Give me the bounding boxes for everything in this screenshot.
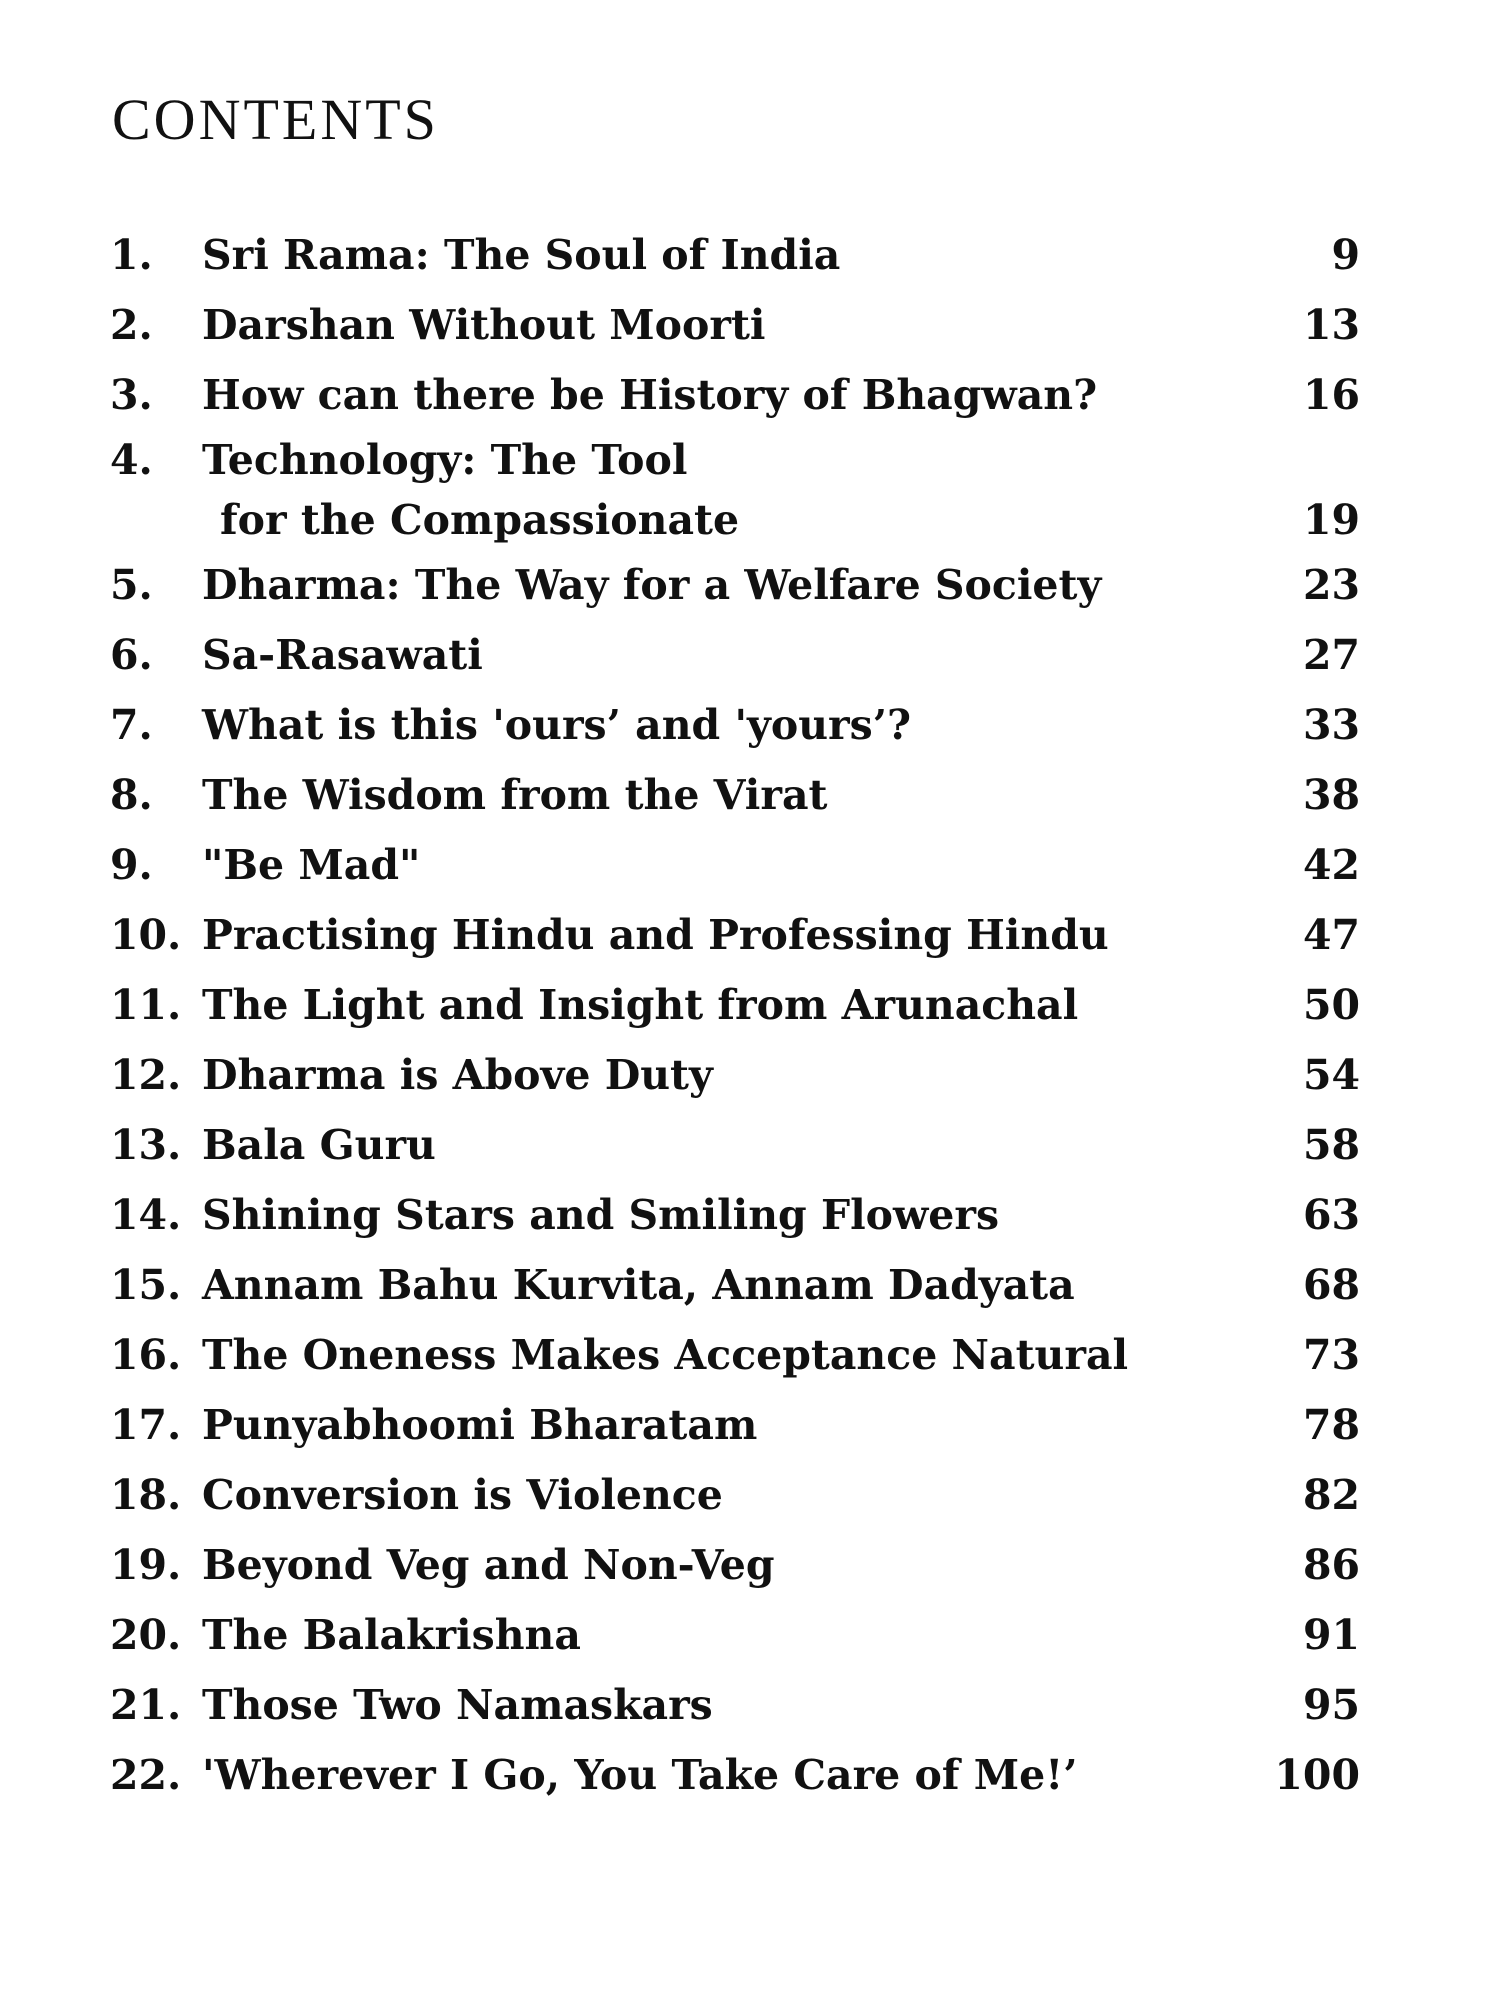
chapter-number: 1. (110, 231, 153, 279)
chapter-title: Beyond Veg and Non-Veg (202, 1541, 775, 1589)
toc-entry (110, 970, 1360, 1040)
chapter-number: 13. (110, 1121, 182, 1169)
chapter-page-number: 68 (1302, 1261, 1360, 1309)
toc-entry (110, 620, 1360, 690)
chapter-number: 11. (110, 981, 182, 1029)
chapter-title: Punyabhoomi Bharatam (202, 1401, 758, 1449)
chapter-number: 2. (110, 301, 153, 349)
toc-entry (110, 430, 1360, 550)
chapter-number: 7. (110, 701, 153, 749)
chapter-page-number: 91 (1302, 1611, 1360, 1659)
toc-entry (110, 290, 1360, 360)
chapter-page-number: 47 (1302, 911, 1360, 959)
chapter-page-number: 95 (1302, 1681, 1360, 1729)
chapter-title: 'Wherever I Go, You Take Care of Me!’ (202, 1751, 1078, 1799)
chapter-title: Dharma is Above Duty (202, 1051, 713, 1099)
chapter-title: Sa-Rasawati (202, 631, 483, 679)
toc-entry (110, 1460, 1360, 1530)
chapter-title: Conversion is Violence (202, 1471, 723, 1519)
chapter-title: Practising Hindu and Professing Hindu (202, 911, 1109, 959)
toc-entry (110, 1390, 1360, 1460)
chapter-page-number: 58 (1302, 1121, 1360, 1169)
chapter-page-number: 50 (1302, 981, 1360, 1029)
chapter-page-number: 16 (1302, 371, 1360, 419)
chapter-number: 4. (110, 436, 153, 484)
chapter-title: Darshan Without Moorti (202, 301, 766, 349)
chapter-number: 6. (110, 631, 153, 679)
chapter-page-number: 27 (1302, 631, 1360, 679)
chapter-page-number: 54 (1302, 1051, 1360, 1099)
toc-entry (110, 1530, 1360, 1600)
chapter-page-number: 33 (1302, 701, 1360, 749)
toc-entry (110, 1320, 1360, 1390)
chapter-page-number: 19 (1302, 496, 1360, 544)
chapter-number: 18. (110, 1471, 182, 1519)
chapter-page-number: 42 (1302, 841, 1360, 889)
chapter-title: Sri Rama: The Soul of India (202, 231, 841, 279)
toc-entry (110, 900, 1360, 970)
chapter-number: 16. (110, 1331, 182, 1379)
chapter-number: 19. (110, 1541, 182, 1589)
toc-entry (110, 690, 1360, 760)
toc-entry (110, 1670, 1360, 1740)
chapter-title: Those Two Namaskars (202, 1681, 713, 1729)
chapter-number: 10. (110, 911, 182, 959)
chapter-title (202, 430, 1250, 550)
chapter-number: 12. (110, 1051, 182, 1099)
chapter-number: 17. (110, 1401, 182, 1449)
chapter-number: 20. (110, 1611, 182, 1659)
chapter-title: What is this 'ours’ and 'yours’? (202, 701, 912, 749)
chapter-number: 15. (110, 1261, 182, 1309)
toc-entry (110, 1110, 1360, 1180)
toc-entry (110, 220, 1360, 290)
chapter-page-number: 13 (1302, 301, 1360, 349)
chapter-title-continuation: for the Compassionate (220, 496, 740, 544)
contents-heading: CONTENTS (112, 87, 439, 152)
chapter-page-number: 82 (1302, 1471, 1360, 1519)
chapter-title-line: Technology: The Tool (202, 436, 688, 484)
chapter-title: The Oneness Makes Acceptance Natural (202, 1331, 1129, 1379)
chapter-page-number: 9 (1331, 231, 1360, 279)
chapter-page-number: 86 (1302, 1541, 1360, 1589)
chapter-number: 5. (110, 561, 153, 609)
chapter-number: 22. (110, 1751, 182, 1799)
chapter-title: How can there be History of Bhagwan? (202, 371, 1098, 419)
toc-entry (110, 1600, 1360, 1670)
chapter-title: The Wisdom from the Virat (202, 771, 828, 819)
chapter-number: 14. (110, 1191, 182, 1239)
chapter-number: 9. (110, 841, 153, 889)
chapter-page-number: 38 (1302, 771, 1360, 819)
toc-entry (110, 1180, 1360, 1250)
chapter-number: 21. (110, 1681, 182, 1729)
chapter-title: Annam Bahu Kurvita, Annam Dadyata (202, 1261, 1075, 1309)
toc-entry (110, 760, 1360, 830)
table-of-contents (110, 220, 1360, 1810)
chapter-title: The Light and Insight from Arunachal (202, 981, 1079, 1029)
chapter-title: The Balakrishna (202, 1611, 581, 1659)
chapter-page-number: 78 (1302, 1401, 1360, 1449)
toc-entry (110, 1040, 1360, 1110)
toc-entry (110, 830, 1360, 900)
chapter-number: 3. (110, 371, 153, 419)
chapter-page-number: 63 (1302, 1191, 1360, 1239)
toc-entry (110, 360, 1360, 430)
chapter-page-number: 73 (1302, 1331, 1360, 1379)
chapter-title: Bala Guru (202, 1121, 436, 1169)
toc-entry (110, 550, 1360, 620)
toc-entry (110, 1740, 1360, 1810)
toc-entry (110, 1250, 1360, 1320)
chapter-title: "Be Mad" (202, 841, 421, 889)
chapter-page-number: 23 (1302, 561, 1360, 609)
chapter-title: Dharma: The Way for a Welfare Society (202, 561, 1102, 609)
chapter-page-number: 100 (1274, 1751, 1360, 1799)
chapter-number: 8. (110, 771, 153, 819)
chapter-title: Shining Stars and Smiling Flowers (202, 1191, 1000, 1239)
